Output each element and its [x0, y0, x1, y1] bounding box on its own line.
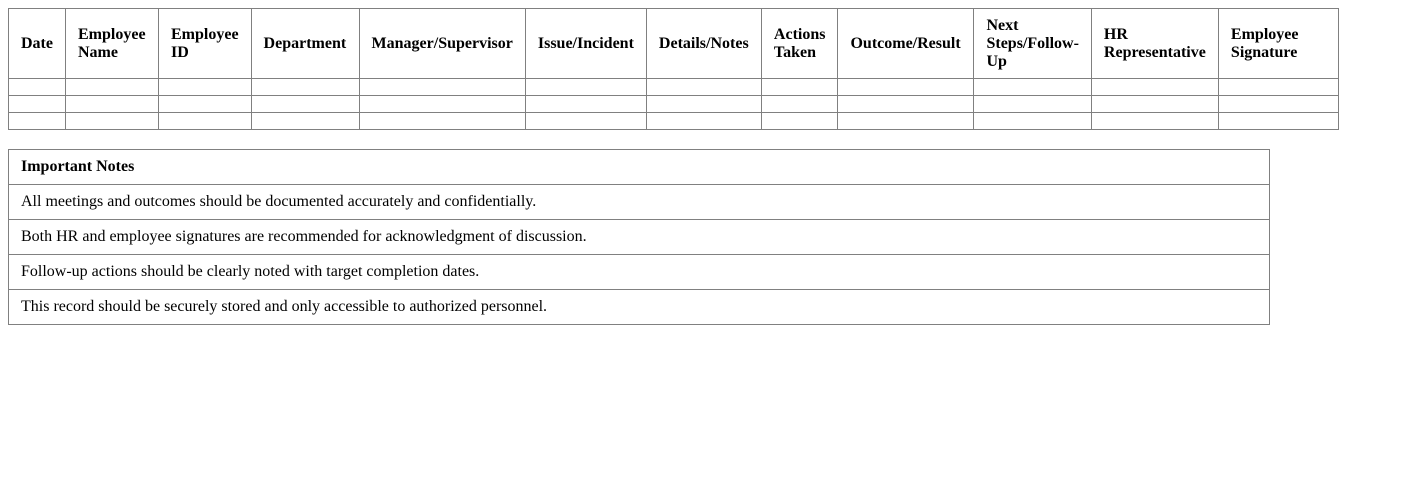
- header-outcome-result: Outcome/Result: [838, 9, 974, 79]
- notes-title-row: [9, 150, 1270, 185]
- log-table-wrapper: [8, 8, 1408, 130]
- table-cell[interactable]: [1091, 79, 1218, 96]
- table-cell[interactable]: [159, 96, 252, 113]
- table-cell[interactable]: [646, 79, 761, 96]
- table-cell[interactable]: [66, 79, 159, 96]
- table-cell[interactable]: [525, 113, 646, 130]
- header-row: [9, 9, 1339, 79]
- header-department: Department: [251, 9, 359, 79]
- table-cell[interactable]: [251, 113, 359, 130]
- table-cell[interactable]: [761, 79, 838, 96]
- header-next-steps: Next Steps/Follow-Up: [974, 9, 1091, 79]
- header-issue-incident: Issue/Incident: [525, 9, 646, 79]
- table-cell[interactable]: [1218, 79, 1338, 96]
- table-row: [9, 79, 1339, 96]
- table-cell[interactable]: [761, 96, 838, 113]
- table-cell[interactable]: [646, 113, 761, 130]
- notes-title: Important Notes: [9, 150, 1270, 185]
- table-cell[interactable]: [9, 79, 66, 96]
- header-hr-representative: HR Representative: [1091, 9, 1218, 79]
- note-item: All meetings and outcomes should be documented accurately and confidentially.: [9, 185, 1270, 220]
- table-cell[interactable]: [974, 113, 1091, 130]
- table-cell[interactable]: [974, 96, 1091, 113]
- list-item: [9, 220, 1270, 255]
- list-item: [9, 255, 1270, 290]
- header-date: Date: [9, 9, 66, 79]
- table-cell[interactable]: [761, 113, 838, 130]
- table-cell[interactable]: [525, 96, 646, 113]
- header-manager-supervisor: Manager/Supervisor: [359, 9, 525, 79]
- table-cell[interactable]: [1091, 96, 1218, 113]
- note-item: Both HR and employee signatures are recommended for acknowledgment of discussion.: [9, 220, 1270, 255]
- note-item: This record should be securely stored and only accessible to authorized personnel.: [9, 290, 1270, 325]
- table-cell[interactable]: [251, 79, 359, 96]
- table-cell[interactable]: [9, 96, 66, 113]
- meeting-log-table: [8, 8, 1339, 130]
- table-cell[interactable]: [359, 79, 525, 96]
- table-cell[interactable]: [838, 113, 974, 130]
- header-employee-id: Employee ID: [159, 9, 252, 79]
- note-item: Follow-up actions should be clearly noted with target completion dates.: [9, 255, 1270, 290]
- table-cell[interactable]: [838, 96, 974, 113]
- list-item: [9, 290, 1270, 325]
- table-cell[interactable]: [9, 113, 66, 130]
- table-cell[interactable]: [646, 96, 761, 113]
- table-row: [9, 96, 1339, 113]
- table-cell[interactable]: [974, 79, 1091, 96]
- table-cell[interactable]: [359, 113, 525, 130]
- header-details-notes: Details/Notes: [646, 9, 761, 79]
- important-notes-table: [8, 149, 1270, 325]
- table-cell[interactable]: [159, 113, 252, 130]
- header-employee-signature: Employee Signature: [1218, 9, 1338, 79]
- table-cell[interactable]: [251, 96, 359, 113]
- table-cell[interactable]: [359, 96, 525, 113]
- table-cell[interactable]: [525, 79, 646, 96]
- table-cell[interactable]: [66, 113, 159, 130]
- table-cell[interactable]: [66, 96, 159, 113]
- table-cell[interactable]: [159, 79, 252, 96]
- header-actions-taken: Actions Taken: [761, 9, 838, 79]
- table-row: [9, 113, 1339, 130]
- table-cell[interactable]: [1218, 96, 1338, 113]
- table-cell[interactable]: [838, 79, 974, 96]
- list-item: [9, 185, 1270, 220]
- table-cell[interactable]: [1091, 113, 1218, 130]
- table-cell[interactable]: [1218, 113, 1338, 130]
- header-employee-name: Employee Name: [66, 9, 159, 79]
